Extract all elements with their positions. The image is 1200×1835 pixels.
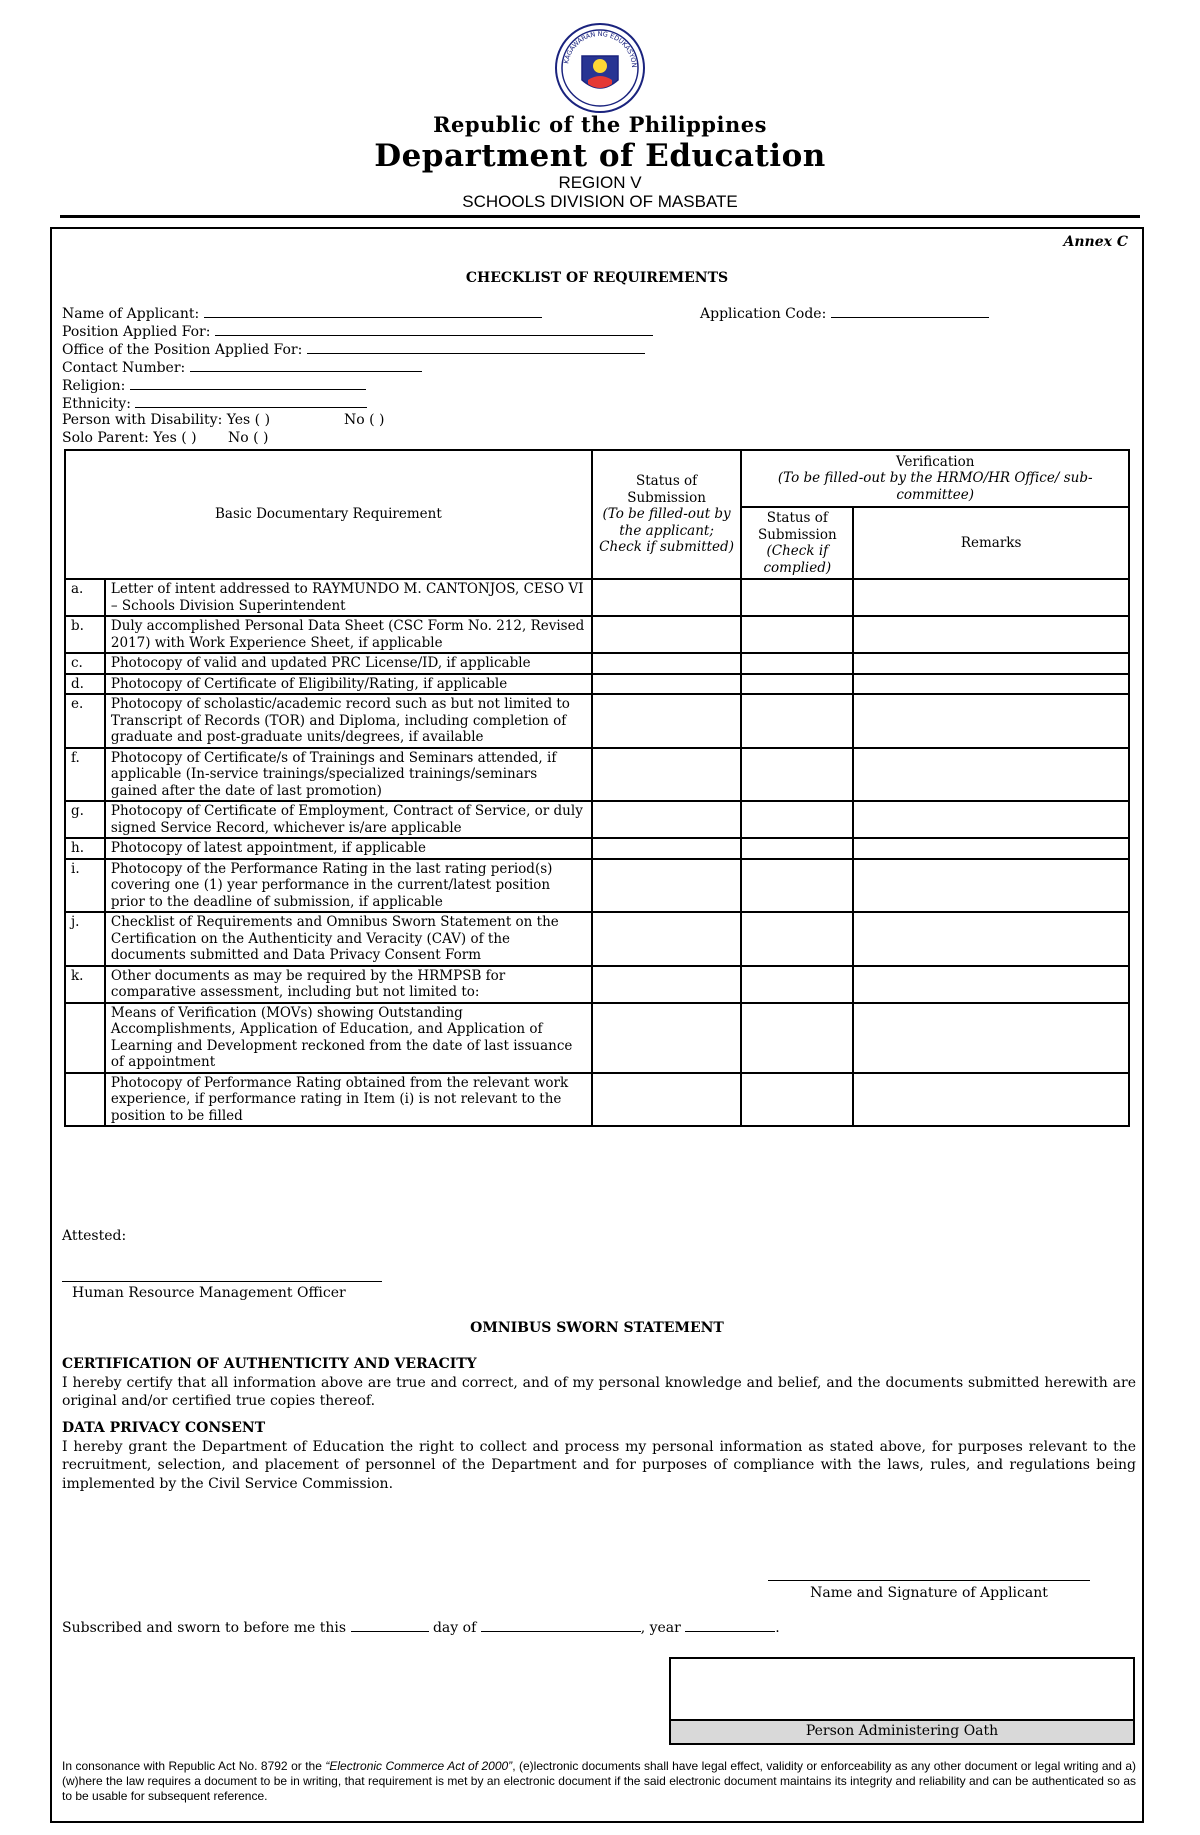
- contact-label: Contact Number:: [62, 360, 186, 376]
- row-requirement: Duly accomplished Personal Data Sheet (CSC Form No. 212, Revised 2017) with Work Experience Sheet, if applicable: [105, 616, 592, 653]
- row-letter: k.: [65, 966, 105, 1003]
- ethnicity-label: Ethnicity:: [62, 396, 131, 412]
- hrmo-signature-line[interactable]: [62, 1281, 382, 1282]
- row-requirement: Means of Verification (MOVs) showing Outstanding Accomplishments, Application of Education, and Application of Learning and Development reckoned from the date of last issuance of appointment: [105, 1003, 592, 1073]
- subscribed-text-2: day of: [432, 1620, 477, 1636]
- table-row: [65, 616, 1129, 653]
- row-letter: g.: [65, 801, 105, 838]
- religion-label: Religion:: [62, 378, 126, 394]
- status-header-title: Status of Submission: [627, 473, 706, 506]
- status-header: [592, 450, 742, 579]
- row-letter: c.: [65, 653, 105, 674]
- row-letter: j.: [65, 912, 105, 966]
- row-remarks-cell[interactable]: [853, 801, 1129, 838]
- row-status-cell[interactable]: [592, 579, 742, 616]
- row-verif-cell[interactable]: [741, 748, 853, 802]
- row-status-cell[interactable]: [592, 1073, 742, 1127]
- table-row: [65, 674, 1129, 695]
- row-remarks-cell[interactable]: [853, 616, 1129, 653]
- footer-text-before: In consonance with Republic Act No. 8792 or the: [62, 1759, 326, 1773]
- department-title: Department of Education: [374, 138, 826, 174]
- application-code-line[interactable]: [831, 303, 989, 318]
- row-remarks-cell[interactable]: [853, 912, 1129, 966]
- deped-seal-icon: [554, 22, 646, 114]
- annex-label: Annex C: [1063, 234, 1128, 250]
- row-remarks-cell[interactable]: [853, 653, 1129, 674]
- row-remarks-cell[interactable]: [853, 859, 1129, 913]
- row-remarks-cell[interactable]: [853, 838, 1129, 859]
- attested-label: Attested:: [62, 1228, 127, 1244]
- row-verif-cell[interactable]: [741, 966, 853, 1003]
- row-verif-cell[interactable]: [741, 694, 853, 748]
- row-verif-cell[interactable]: [741, 838, 853, 859]
- applicant-signature-line[interactable]: [768, 1580, 1090, 1581]
- religion-line[interactable]: [130, 375, 366, 390]
- row-letter: a.: [65, 579, 105, 616]
- verif-status-header: [741, 507, 853, 579]
- position-field[interactable]: [62, 321, 653, 341]
- table-row: [65, 653, 1129, 674]
- table-row: [65, 859, 1129, 913]
- row-requirement: Photocopy of latest appointment, if applicable: [105, 838, 592, 859]
- row-remarks-cell[interactable]: [853, 674, 1129, 695]
- cav-text: I hereby certify that all information above are true and correct, and of my personal knowledge and belief, and the documents submitted herewith are original and/or certified true copies thereof.: [62, 1374, 1136, 1409]
- table-row: [65, 912, 1129, 966]
- subscribed-text-1: Subscribed and sworn to before me this: [62, 1620, 347, 1636]
- row-verif-cell[interactable]: [741, 674, 853, 695]
- row-letter: h.: [65, 838, 105, 859]
- applicant-name-line[interactable]: [204, 303, 542, 318]
- table-row: [65, 579, 1129, 616]
- document-header: [0, 0, 1200, 225]
- table-row: [65, 801, 1129, 838]
- day-blank[interactable]: [351, 1617, 429, 1632]
- oath-label: Person Administering Oath: [671, 1719, 1133, 1743]
- row-status-cell[interactable]: [592, 653, 742, 674]
- omnibus-title: OMNIBUS SWORN STATEMENT: [470, 1320, 724, 1336]
- form-frame: [50, 227, 1144, 1823]
- footer-text-after: , (e)lectronic documents shall have legal effect, validity or enforceability as any other document or legal writing and a) (w)here the law requires a document to be in writing, that requirement is met by an electronic document if the said electronic document maintains its integrity and reliability and can be authenticated so as to be usable for subsequent reference.: [62, 1759, 1136, 1803]
- status-header-note: (To be filled-out by the applicant; Check if submitted): [599, 506, 734, 556]
- row-verif-cell[interactable]: [741, 801, 853, 838]
- row-remarks-cell[interactable]: [853, 1003, 1129, 1073]
- row-letter: f.: [65, 748, 105, 802]
- subscribed-text-4: .: [775, 1620, 780, 1636]
- row-verif-cell[interactable]: [741, 579, 853, 616]
- row-letter: b.: [65, 616, 105, 653]
- privacy-section: [62, 1419, 1136, 1493]
- row-letter: e.: [65, 694, 105, 748]
- table-row: [65, 966, 1129, 1003]
- row-verif-cell[interactable]: [741, 653, 853, 674]
- office-label: Office of the Position Applied For:: [62, 342, 303, 358]
- verif-status-header-note: (Check if complied): [763, 543, 832, 576]
- row-remarks-cell[interactable]: [853, 748, 1129, 802]
- row-remarks-cell[interactable]: [853, 966, 1129, 1003]
- row-status-cell[interactable]: [592, 1003, 742, 1073]
- row-letter: i.: [65, 859, 105, 913]
- svg-text:KAGAWARAN NG EDUKASYON: KAGAWARAN NG EDUKASYON: [562, 29, 639, 68]
- requirement-header: Basic Documentary Requirement: [65, 450, 592, 579]
- republic-title: Republic of the Philippines: [433, 112, 767, 137]
- row-remarks-cell[interactable]: [853, 579, 1129, 616]
- remarks-header: Remarks: [853, 507, 1129, 579]
- application-code-label: Application Code:: [700, 306, 827, 322]
- row-requirement: Photocopy of Certificate of Employment, Contract of Service, or duly signed Service Record, whichever is/are applicable: [105, 801, 592, 838]
- row-status-cell[interactable]: [592, 912, 742, 966]
- footer-act-name: “Electronic Commerce Act of 2000”: [325, 1759, 513, 1773]
- footer-note: [62, 1759, 1136, 1804]
- row-status-cell[interactable]: [592, 674, 742, 695]
- row-remarks-cell[interactable]: [853, 1073, 1129, 1127]
- row-verif-cell[interactable]: [741, 859, 853, 913]
- privacy-text: I hereby grant the Department of Education the right to collect and process my personal information as stated above, for purposes relevant to the recruitment, selection, and placement of personnel of the Department and for purposes of compliance with the laws, rules, and regulations being implemented by the Civil Service Commission.: [62, 1438, 1136, 1492]
- subscribed-text-3: , year: [640, 1620, 681, 1636]
- row-status-cell[interactable]: [592, 694, 742, 748]
- division-title: SCHOOLS DIVISION OF MASBATE: [462, 192, 738, 211]
- header-divider: [60, 215, 1140, 218]
- row-status-cell[interactable]: [592, 748, 742, 802]
- row-status-cell[interactable]: [592, 801, 742, 838]
- application-code-field[interactable]: [700, 303, 989, 323]
- row-status-cell[interactable]: [592, 859, 742, 913]
- row-status-cell[interactable]: [592, 616, 742, 653]
- row-verif-cell[interactable]: [741, 616, 853, 653]
- row-requirement: Letter of intent addressed to RAYMUNDO M. CANTONJOS, CESO VI – Schools Division Superintendent: [105, 579, 592, 616]
- requirements-table: [64, 449, 1130, 1127]
- month-blank[interactable]: [481, 1617, 641, 1632]
- row-requirement: Other documents as may be required by the HRMPSB for comparative assessment, including but not limited to:: [105, 966, 592, 1003]
- position-label: Position Applied For:: [62, 324, 211, 340]
- hrmo-label: Human Resource Management Officer: [72, 1285, 346, 1301]
- verification-header-title: Verification: [895, 453, 975, 470]
- ethnicity-line[interactable]: [135, 393, 367, 408]
- office-line[interactable]: [307, 339, 645, 354]
- oath-box[interactable]: [669, 1657, 1135, 1745]
- region-title: REGION V: [558, 173, 642, 192]
- row-status-cell[interactable]: [592, 966, 742, 1003]
- row-letter: [65, 1073, 105, 1127]
- row-requirement: Photocopy of Certificate of Eligibility/Rating, if applicable: [105, 674, 592, 695]
- row-requirement: Photocopy of the Performance Rating in the last rating period(s) covering one (1) year performance in the current/latest position prior to the deadline of submission, if applicable: [105, 859, 592, 913]
- row-verif-cell[interactable]: [741, 1003, 853, 1073]
- row-remarks-cell[interactable]: [853, 694, 1129, 748]
- solo-parent-no-field[interactable]: No ( ): [228, 430, 269, 446]
- row-letter: [65, 1003, 105, 1073]
- contact-field[interactable]: [62, 357, 422, 377]
- table-row: [65, 1073, 1129, 1127]
- position-line[interactable]: [215, 321, 653, 336]
- row-status-cell[interactable]: [592, 838, 742, 859]
- ethnicity-field[interactable]: [62, 393, 367, 413]
- year-blank[interactable]: [685, 1617, 775, 1632]
- table-row: [65, 838, 1129, 859]
- privacy-title: DATA PRIVACY CONSENT: [62, 1420, 266, 1436]
- table-row: [65, 694, 1129, 748]
- row-requirement: Checklist of Requirements and Omnibus Sworn Statement on the Certification on the Authenticity and Veracity (CAV) of the documents submitted and Data Privacy Consent Form: [105, 912, 592, 966]
- cav-section: [62, 1355, 1136, 1411]
- row-requirement: Photocopy of Certificate/s of Trainings and Seminars attended, if applicable (In-service trainings/specialized trainings/seminars gained after the date of last promotion): [105, 748, 592, 802]
- contact-line[interactable]: [190, 357, 422, 372]
- verification-header: [741, 450, 1129, 507]
- pwd-yes-field[interactable]: Person with Disability: Yes ( ): [62, 412, 271, 428]
- applicant-name-field[interactable]: [62, 303, 542, 323]
- applicant-name-label: Name of Applicant:: [62, 306, 200, 322]
- verification-header-note: (To be filled-out by the HRMO/HR Office/ sub-committee): [777, 470, 1093, 503]
- row-letter: d.: [65, 674, 105, 695]
- pwd-no-field[interactable]: No ( ): [344, 412, 385, 428]
- row-requirement: Photocopy of scholastic/academic record such as but not limited to Transcript of Records (TOR) and Diploma, including completion of graduate and post-graduate units/degrees, if available: [105, 694, 592, 748]
- table-row: [65, 1003, 1129, 1073]
- row-verif-cell[interactable]: [741, 1073, 853, 1127]
- row-requirement: Photocopy of Performance Rating obtained from the relevant work experience, if performance rating in Item (i) is not relevant to the position to be filled: [105, 1073, 592, 1127]
- row-requirement: Photocopy of valid and updated PRC License/ID, if applicable: [105, 653, 592, 674]
- subscribed-line: [62, 1617, 780, 1637]
- row-verif-cell[interactable]: [741, 912, 853, 966]
- solo-parent-yes-field[interactable]: Solo Parent: Yes ( ): [62, 430, 197, 446]
- checklist-title: CHECKLIST OF REQUIREMENTS: [465, 270, 729, 286]
- applicant-signature-label: Name and Signature of Applicant: [810, 1585, 1048, 1601]
- verif-status-header-title: Status of Submission: [757, 510, 837, 543]
- office-field[interactable]: [62, 339, 645, 359]
- religion-field[interactable]: [62, 375, 366, 395]
- cav-title: CERTIFICATION OF AUTHENTICITY AND VERACITY: [62, 1356, 477, 1372]
- table-row: [65, 748, 1129, 802]
